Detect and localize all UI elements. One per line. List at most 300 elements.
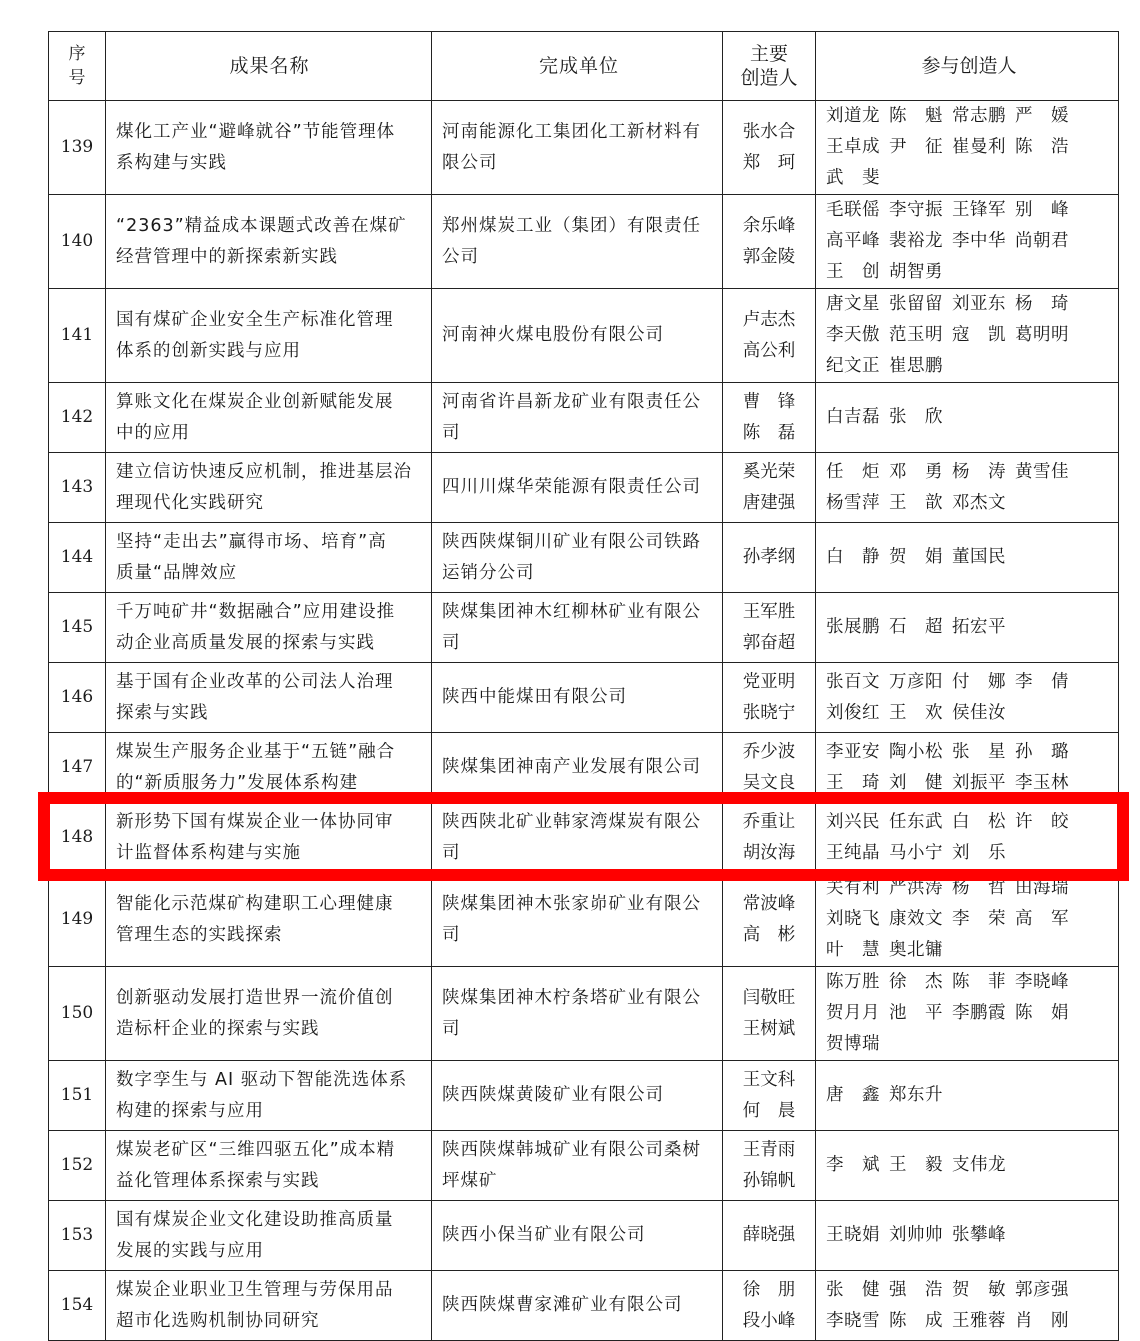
participant-name: 许 皎 <box>1015 811 1069 832</box>
main-creators <box>723 593 816 663</box>
achievement-title-line: 发展的实践与应用 <box>116 1240 264 1261</box>
header-no-line2: 号 <box>68 68 86 88</box>
completing-unit <box>432 453 723 523</box>
row-number: 152 <box>49 1131 106 1201</box>
participants <box>816 593 1119 663</box>
achievement-title <box>106 593 432 663</box>
achievement-title <box>106 803 432 873</box>
completing-unit-line: 陕煤集团神南产业发展有限公司 <box>442 757 701 777</box>
completing-unit-line: 四川川煤华荣能源有限责任公司 <box>442 477 701 497</box>
main-creators-line: 胡汝海 <box>742 842 796 863</box>
completing-unit-line: 郑州煤炭工业（集团）有限责任 <box>442 215 701 236</box>
table-header-row <box>49 32 1119 101</box>
main-creators <box>723 873 816 967</box>
participant-list <box>826 967 1112 1060</box>
participant-name: 关有利 <box>826 878 880 898</box>
participant-name: 李天傲 <box>826 325 880 345</box>
participant-name: 刘晓飞 <box>826 909 880 929</box>
participants <box>816 1061 1119 1131</box>
achievement-title <box>106 873 432 967</box>
achievement-title-line: 煤炭老矿区“三维四驱五化”成本精 <box>116 1139 396 1160</box>
achievement-title <box>106 523 432 593</box>
header-no <box>49 32 106 101</box>
main-creators-line: 孙锦帆 <box>742 1170 796 1191</box>
participant-name: 王 毅 <box>889 1155 943 1175</box>
participant-name: 胡智勇 <box>889 262 943 282</box>
completing-unit-line: 陕西陕煤曹家滩矿业有限公司 <box>442 1295 683 1315</box>
participant-name: 马小宁 <box>889 842 943 863</box>
participant-name: 严 媛 <box>1015 106 1069 126</box>
achievement-title <box>106 383 432 453</box>
participant-name: 王 欢 <box>889 702 943 723</box>
participant-name: 毛联傜 <box>826 200 880 220</box>
participant-name: 贺 娟 <box>889 547 943 567</box>
participant-name: 唐文星 <box>826 294 880 314</box>
main-creators-line: 陈 磊 <box>742 422 796 443</box>
participant-name: 侯佳汝 <box>952 702 1006 723</box>
main-creators-line: 乔重让 <box>742 811 796 832</box>
participants <box>816 733 1119 803</box>
completing-unit-line: 陕西陕北矿业韩家湾煤炭有限公 <box>442 811 701 832</box>
participant-name: 奥北镛 <box>889 940 943 960</box>
participant-list <box>826 807 1112 869</box>
main-creators <box>723 101 816 195</box>
main-creators-line: 党亚明 <box>742 671 796 692</box>
participant-name: 田海瑞 <box>1015 878 1069 898</box>
participants <box>816 289 1119 383</box>
achievement-title <box>106 101 432 195</box>
achievement-title-line: 探索与实践 <box>116 702 209 723</box>
participant-name: 徐 杰 <box>889 972 943 992</box>
main-creators <box>723 1271 816 1341</box>
participant-name: 武 斐 <box>826 168 880 188</box>
participant-name: 李亚安 <box>826 741 880 762</box>
completing-unit <box>432 101 723 195</box>
row-number: 148 <box>49 803 106 873</box>
main-creators <box>723 1201 816 1271</box>
participant-name: 陈 菲 <box>952 972 1006 992</box>
table-body <box>49 101 1119 1341</box>
completing-unit-line: 河南省许昌新龙矿业有限责任公 <box>442 391 701 412</box>
row-number: 139 <box>49 101 106 195</box>
participants <box>816 1131 1119 1201</box>
participant-name: 纪文正 <box>826 356 880 376</box>
completing-unit <box>432 967 723 1061</box>
participant-name: 王纯晶 <box>826 842 880 863</box>
achievement-title <box>106 1271 432 1341</box>
participant-name: 张展鹏 <box>826 617 880 637</box>
table-row <box>49 967 1119 1061</box>
achievement-title-line: 国有煤炭企业文化建设助推高质量 <box>116 1209 394 1230</box>
achievement-title <box>106 1061 432 1131</box>
completing-unit-line: 陕煤集团神木红柳林矿业有限公 <box>442 601 701 622</box>
participant-name: 张 星 <box>952 741 1006 762</box>
achievement-title-line: 中的应用 <box>116 422 190 443</box>
main-creators <box>723 803 816 873</box>
main-creators-line: 张水合 <box>742 121 796 142</box>
achievement-title-line: 建立信访快速反应机制，推进基层治 <box>116 461 412 482</box>
table-row <box>49 1201 1119 1271</box>
main-creators-line: 余乐峰 <box>742 215 796 236</box>
participant-list <box>826 402 1112 433</box>
participant-name: 王 歆 <box>889 492 943 513</box>
table-row <box>49 593 1119 663</box>
completing-unit-line: 司 <box>442 1018 461 1039</box>
participant-name: 强 浩 <box>889 1279 943 1300</box>
participant-name: 贺月月 <box>826 1003 880 1023</box>
row-number: 144 <box>49 523 106 593</box>
main-creators-line: 孙孝纲 <box>742 547 796 567</box>
main-creators <box>723 663 816 733</box>
achievement-title-line: 理现代化实践研究 <box>116 492 264 513</box>
achievement-title-line: 创新驱动发展打造世界一流价值创 <box>116 987 394 1008</box>
participants <box>816 873 1119 967</box>
participant-name: 康效文 <box>889 909 943 929</box>
completing-unit <box>432 1201 723 1271</box>
completing-unit-line: 陕西小保当矿业有限公司 <box>442 1225 646 1245</box>
main-creators <box>723 289 816 383</box>
row-number: 145 <box>49 593 106 663</box>
main-creators <box>723 195 816 289</box>
participant-name: 尹 征 <box>889 137 943 157</box>
participants <box>816 383 1119 453</box>
main-creators-line: 王军胜 <box>742 601 796 622</box>
participant-name: 叶 慧 <box>826 940 880 960</box>
table-row <box>49 803 1119 873</box>
participants <box>816 523 1119 593</box>
participant-name: 石 超 <box>889 617 943 637</box>
participant-name: 刘俊红 <box>826 702 880 723</box>
completing-unit <box>432 803 723 873</box>
participant-name: 王卓成 <box>826 137 880 157</box>
main-creators <box>723 523 816 593</box>
participant-name: 任 炬 <box>826 461 880 482</box>
achievement-title <box>106 289 432 383</box>
achievement-title-line: 基于国有企业改革的公司法人治理 <box>116 671 394 692</box>
participant-name: 白 静 <box>826 547 880 567</box>
main-creators-line: 吴文良 <box>742 772 796 793</box>
participant-name: 李守振 <box>889 200 943 220</box>
completing-unit-line: 河南神火煤电股份有限公司 <box>442 325 664 345</box>
achievement-title-line: 经营管理中的新探索新实践 <box>116 246 338 267</box>
participant-list <box>826 1080 1112 1111</box>
participant-name: 王雅蓉 <box>952 1310 1006 1331</box>
main-creators-line: 乔少波 <box>742 741 796 762</box>
table-row <box>49 733 1119 803</box>
completing-unit <box>432 873 723 967</box>
header-main-line1: 主要 <box>749 43 788 65</box>
participant-name: 常志鹏 <box>952 106 1006 126</box>
header-participants: 参与创造人 <box>816 32 1119 101</box>
main-creators-line: 卢志杰 <box>742 309 796 330</box>
table-row <box>49 1271 1119 1341</box>
achievement-title-line: 坚持“走出去”赢得市场、培育”高 <box>116 531 387 552</box>
participants <box>816 1201 1119 1271</box>
participant-name: 刘帅帅 <box>889 1225 943 1245</box>
completing-unit-line: 司 <box>442 422 461 443</box>
achievement-title-line: 计监督体系构建与实施 <box>116 842 301 863</box>
header-unit: 完成单位 <box>432 32 723 101</box>
completing-unit-line: 限公司 <box>442 152 498 173</box>
completing-unit-line: 司 <box>442 842 461 863</box>
completing-unit-line: 坪煤矿 <box>442 1170 498 1191</box>
main-creators-line: 张晓宁 <box>742 702 796 723</box>
participant-list <box>826 873 1112 966</box>
participants <box>816 663 1119 733</box>
participant-name: 张 欣 <box>889 407 943 427</box>
participant-list <box>826 612 1112 643</box>
participant-name: 刘兴民 <box>826 811 880 832</box>
participant-name: 尚朝君 <box>1015 231 1069 251</box>
completing-unit <box>432 663 723 733</box>
participant-name: 白吉磊 <box>826 407 880 427</box>
participant-name: 王 琦 <box>826 772 880 793</box>
completing-unit-line: 司 <box>442 632 461 653</box>
participant-name: 范玉明 <box>889 325 943 345</box>
participant-name: 杨雪萍 <box>826 492 880 513</box>
main-creators-line: 曹 锋 <box>742 391 796 412</box>
participant-list <box>826 101 1112 194</box>
main-creators <box>723 383 816 453</box>
main-creators-line: 常波峰 <box>742 893 796 914</box>
participants <box>816 453 1119 523</box>
participant-name: 高 军 <box>1015 909 1069 929</box>
participants <box>816 803 1119 873</box>
main-creators-line: 郭金陵 <box>742 246 796 267</box>
main-creators-line: 段小峰 <box>742 1310 796 1331</box>
achievement-title-line: 超市化选购机制协同研究 <box>116 1310 320 1331</box>
main-creators-line: 薛晓强 <box>742 1225 796 1245</box>
participant-name: 李 倩 <box>1015 671 1069 692</box>
main-creators-line: 郭奋超 <box>742 632 796 653</box>
participant-name: 王晓娟 <box>826 1225 880 1245</box>
participant-name: 裴裕龙 <box>889 231 943 251</box>
participant-name: 别 峰 <box>1015 200 1069 220</box>
achievement-title-line: 益化管理体系探索与实践 <box>116 1170 320 1191</box>
participant-name: 刘 乐 <box>952 842 1006 863</box>
participant-name: 葛明明 <box>1015 325 1069 345</box>
participant-list <box>826 1220 1112 1251</box>
header-main-creator <box>723 32 816 101</box>
participant-name: 陈 娟 <box>1015 1003 1069 1023</box>
achievement-title-line: 数字孪生与 AI 驱动下智能洗选体系 <box>116 1069 408 1090</box>
main-creators-line: 唐建强 <box>742 492 796 513</box>
participant-name: 万彦阳 <box>889 671 943 692</box>
completing-unit <box>432 593 723 663</box>
main-creators-line: 何 晨 <box>742 1100 796 1121</box>
participant-name: 拓宏平 <box>952 617 1006 637</box>
achievement-title <box>106 453 432 523</box>
participant-name: 杨 琦 <box>1015 294 1069 314</box>
table-row <box>49 289 1119 383</box>
participant-list <box>826 737 1112 799</box>
participant-name: 李鹏霞 <box>952 1003 1006 1023</box>
main-creators-line: 郑 珂 <box>742 152 796 173</box>
participant-name: 李 斌 <box>826 1155 880 1175</box>
participant-name: 邓杰文 <box>952 492 1006 513</box>
participant-name: 李晓峰 <box>1015 972 1069 992</box>
achievement-title <box>106 663 432 733</box>
participant-name: 付 娜 <box>952 671 1006 692</box>
achievement-title-line: 质量“品牌效应 <box>116 562 238 583</box>
participant-name: 郑东升 <box>889 1085 943 1105</box>
participant-list <box>826 457 1112 519</box>
participant-name: 陈 成 <box>889 1310 943 1331</box>
achievement-title-line: 构建的探索与应用 <box>116 1100 264 1121</box>
achievement-title <box>106 967 432 1061</box>
participant-list <box>826 667 1112 729</box>
main-creators-line: 王青雨 <box>742 1139 796 1160</box>
achievement-title-line: 的“新质服务力”发展体系构建 <box>116 772 359 793</box>
completing-unit-line: 陕西陕煤铜川矿业有限公司铁路 <box>442 531 701 552</box>
row-number: 151 <box>49 1061 106 1131</box>
participant-name: 严洪涛 <box>889 878 943 898</box>
achievement-title-line: 算账文化在煤炭企业创新赋能发展 <box>116 391 394 412</box>
table-row <box>49 873 1119 967</box>
participant-name: 张攀峰 <box>952 1225 1006 1245</box>
achievement-title-line: 千万吨矿井“数据融合”应用建设推 <box>116 601 396 622</box>
participant-name: 支伟龙 <box>952 1155 1006 1175</box>
completing-unit <box>432 1131 723 1201</box>
completing-unit-line: 陕西陕煤黄陵矿业有限公司 <box>442 1085 664 1105</box>
achievement-title-line: 煤炭生产服务企业基于“五链”融合 <box>116 741 396 762</box>
achievement-title-line: 管理生态的实践探索 <box>116 924 283 945</box>
row-number: 146 <box>49 663 106 733</box>
participant-name: 李中华 <box>952 231 1006 251</box>
main-creators <box>723 733 816 803</box>
participant-list <box>826 289 1112 382</box>
completing-unit-line: 司 <box>442 924 461 945</box>
completing-unit-line: 公司 <box>442 246 479 267</box>
row-number: 142 <box>49 383 106 453</box>
participants <box>816 1271 1119 1341</box>
achievement-title-line: 智能化示范煤矿构建职工心理健康 <box>116 893 394 914</box>
participant-list <box>826 195 1112 288</box>
participant-name: 陶小松 <box>889 741 943 762</box>
table-row <box>49 453 1119 523</box>
participant-name: 张 健 <box>826 1279 880 1300</box>
participant-list <box>826 1150 1112 1181</box>
participants <box>816 101 1119 195</box>
completing-unit <box>432 289 723 383</box>
participant-name: 崔曼利 <box>952 137 1006 157</box>
participants <box>816 967 1119 1061</box>
completing-unit-line: 陕煤集团神木张家峁矿业有限公 <box>442 893 701 914</box>
participant-name: 唐 鑫 <box>826 1085 880 1105</box>
row-number: 143 <box>49 453 106 523</box>
completing-unit-line: 河南能源化工集团化工新材料有 <box>442 121 701 142</box>
participant-name: 王 创 <box>826 262 880 282</box>
row-number: 140 <box>49 195 106 289</box>
participant-list <box>826 542 1112 573</box>
main-creators <box>723 1061 816 1131</box>
completing-unit <box>432 195 723 289</box>
achievement-title-line: 煤炭企业职业卫生管理与劳保用品 <box>116 1279 394 1300</box>
participant-name: 董国民 <box>952 547 1006 567</box>
main-creators-line: 奚光荣 <box>742 461 796 482</box>
participant-name: 刘道龙 <box>826 106 880 126</box>
participant-name: 刘 健 <box>889 772 943 793</box>
table-row <box>49 101 1119 195</box>
table-row <box>49 663 1119 733</box>
participant-name: 任东武 <box>889 811 943 832</box>
main-creators <box>723 1131 816 1201</box>
row-number: 149 <box>49 873 106 967</box>
participant-name: 李晓雪 <box>826 1310 880 1331</box>
table-row <box>49 383 1119 453</box>
achievement-title-line: 新形势下国有煤炭企业一体协同审 <box>116 811 394 832</box>
participant-name: 贺 敏 <box>952 1279 1006 1300</box>
achievements-table <box>48 31 1119 1341</box>
achievement-title-line: 造标杆企业的探索与实践 <box>116 1018 320 1039</box>
participant-name: 李 荣 <box>952 909 1006 929</box>
main-creators <box>723 453 816 523</box>
participant-list <box>826 1275 1112 1337</box>
completing-unit-line: 陕煤集团神木柠条塔矿业有限公 <box>442 987 701 1008</box>
participant-name: 陈 魁 <box>889 106 943 126</box>
achievement-title-line: 动企业高质量发展的探索与实践 <box>116 632 375 653</box>
participant-name: 崔思鹏 <box>889 356 943 376</box>
main-creators-line: 高 彬 <box>742 924 796 945</box>
header-title: 成果名称 <box>106 32 432 101</box>
table-row <box>49 1131 1119 1201</box>
completing-unit-line: 陕西中能煤田有限公司 <box>442 687 627 707</box>
achievement-title-line: 煤化工产业“避峰就谷”节能管理体 <box>116 121 396 142</box>
participant-name: 杨 涛 <box>952 461 1006 482</box>
row-number: 154 <box>49 1271 106 1341</box>
participant-name: 张百文 <box>826 671 880 692</box>
completing-unit-line: 陕西陕煤韩城矿业有限公司桑树 <box>442 1139 701 1160</box>
participant-name: 黄雪佳 <box>1015 461 1069 482</box>
main-creators-line: 闫敬旺 <box>742 987 796 1008</box>
participants <box>816 195 1119 289</box>
achievement-title-line: 系构建与实践 <box>116 152 227 173</box>
participant-name: 张留留 <box>889 294 943 314</box>
participant-name: 陈万胜 <box>826 972 880 992</box>
participant-name: 寇 凯 <box>952 325 1006 345</box>
achievement-title <box>106 195 432 289</box>
completing-unit <box>432 733 723 803</box>
achievement-title <box>106 1131 432 1201</box>
table-row <box>49 523 1119 593</box>
participant-name: 高平峰 <box>826 231 880 251</box>
completing-unit <box>432 383 723 453</box>
completing-unit <box>432 523 723 593</box>
header-main-line2: 创造人 <box>740 67 798 89</box>
participant-name: 李玉林 <box>1015 772 1069 793</box>
participant-name: 刘振平 <box>952 772 1006 793</box>
participant-name: 白 松 <box>952 811 1006 832</box>
achievement-title <box>106 733 432 803</box>
participant-name: 贺博瑞 <box>826 1034 880 1054</box>
row-number: 141 <box>49 289 106 383</box>
row-number: 150 <box>49 967 106 1061</box>
achievement-title-line: 体系的创新实践与应用 <box>116 340 301 361</box>
participant-name: 陈 浩 <box>1015 137 1069 157</box>
participant-name: 杨 哲 <box>952 878 1006 898</box>
row-number: 147 <box>49 733 106 803</box>
main-creators-line: 王树斌 <box>742 1018 796 1039</box>
participant-name: 刘亚东 <box>952 294 1006 314</box>
row-number: 153 <box>49 1201 106 1271</box>
main-creators-line: 高公利 <box>742 340 796 361</box>
main-creators <box>723 967 816 1061</box>
table-row <box>49 1061 1119 1131</box>
achievement-title <box>106 1201 432 1271</box>
achievement-title-line: 国有煤矿企业安全生产标准化管理 <box>116 309 394 330</box>
header-no-line1: 序 <box>68 44 86 64</box>
main-creators-line: 徐 朋 <box>742 1279 796 1300</box>
